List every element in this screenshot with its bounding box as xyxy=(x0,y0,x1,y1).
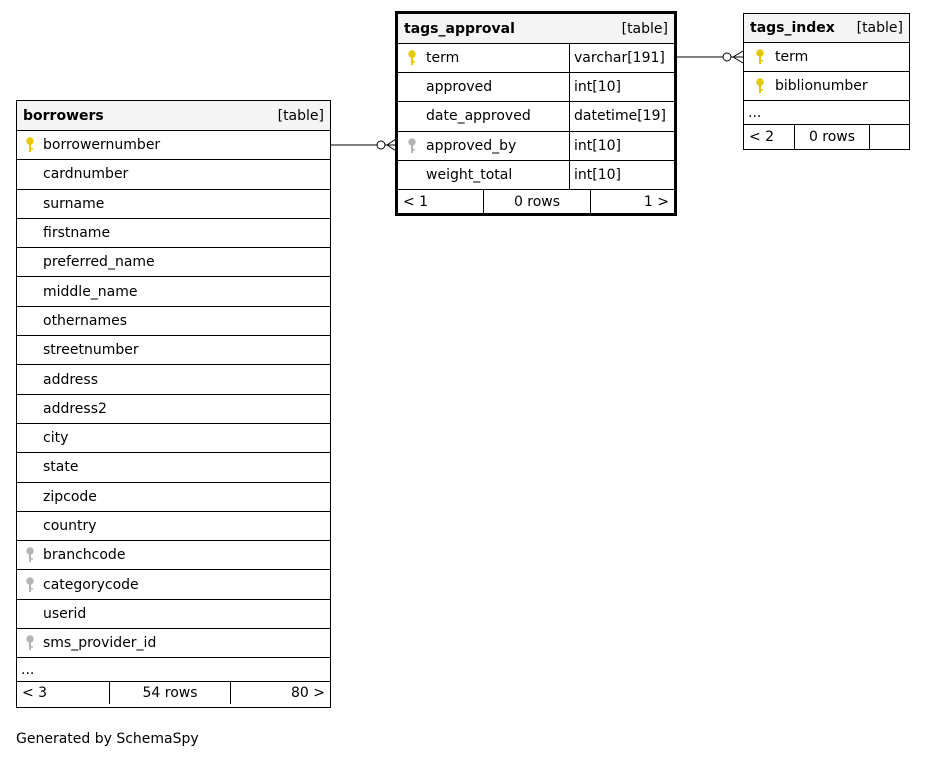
key-slot xyxy=(398,161,426,189)
primary-key-icon xyxy=(744,43,775,71)
column-row[interactable] xyxy=(17,629,330,658)
column-name: weight_total xyxy=(426,166,513,183)
primary-key-icon xyxy=(17,131,43,159)
parents-link[interactable]: < 1 xyxy=(403,193,429,210)
key-slot xyxy=(398,102,426,130)
column-row[interactable] xyxy=(17,248,330,277)
column-name: country xyxy=(43,518,97,534)
table-borrowers[interactable] xyxy=(16,100,331,708)
table-tags-approval[interactable] xyxy=(395,11,677,216)
row-count: 0 rows xyxy=(483,190,590,214)
credit-text: Generated by SchemaSpy xyxy=(16,731,199,747)
parents-link[interactable]: < 3 xyxy=(22,685,48,702)
column-name: term xyxy=(426,50,460,67)
column-row[interactable] xyxy=(744,72,909,101)
column-name: streetnumber xyxy=(43,342,139,359)
key-slot xyxy=(17,365,43,393)
table-name[interactable]: tags_approval xyxy=(404,20,515,37)
column-row[interactable] xyxy=(17,600,330,629)
column-type: int[10] xyxy=(569,132,674,160)
key-slot xyxy=(17,512,43,540)
column-row[interactable] xyxy=(17,570,330,599)
key-slot xyxy=(17,219,43,247)
column-row[interactable] xyxy=(17,190,330,219)
key-slot xyxy=(17,190,43,218)
row-count: 54 rows xyxy=(109,682,230,704)
column-row[interactable] xyxy=(398,132,674,161)
column-name: approved_by xyxy=(426,137,517,154)
table-footer xyxy=(398,190,674,214)
column-name: borrowernumber xyxy=(43,137,161,154)
column-name: address xyxy=(43,371,99,388)
column-name: surname xyxy=(43,195,105,212)
key-slot xyxy=(17,424,43,452)
more-columns: ... xyxy=(744,101,909,125)
key-slot xyxy=(17,307,43,335)
primary-key-icon xyxy=(398,44,426,72)
column-name: state xyxy=(43,459,79,476)
more-columns: ... xyxy=(17,658,330,682)
column-name: approved xyxy=(426,79,493,96)
foreign-key-icon xyxy=(17,541,43,569)
column-name: cardnumber xyxy=(43,166,129,183)
column-row[interactable] xyxy=(17,365,330,394)
key-slot xyxy=(17,483,43,511)
column-row[interactable] xyxy=(17,307,330,336)
key-slot xyxy=(17,600,43,628)
primary-key-icon xyxy=(744,72,775,100)
children-link[interactable]: 80 > xyxy=(230,682,330,704)
column-type: datetime[19] xyxy=(569,102,674,130)
column-name: date_approved xyxy=(426,108,531,125)
table-header[interactable] xyxy=(17,101,330,131)
table-name[interactable]: tags_index xyxy=(750,20,835,36)
table-footer xyxy=(17,682,330,704)
column-row[interactable] xyxy=(17,541,330,570)
key-slot xyxy=(17,336,43,364)
table-header[interactable] xyxy=(744,14,909,43)
column-name: branchcode xyxy=(43,547,126,564)
foreign-key-icon xyxy=(17,629,43,657)
column-row[interactable] xyxy=(17,131,330,160)
column-row[interactable] xyxy=(17,336,330,365)
row-count: 0 rows xyxy=(794,125,869,149)
column-name: preferred_name xyxy=(43,254,155,271)
column-row[interactable] xyxy=(398,102,674,131)
column-row[interactable] xyxy=(398,44,674,73)
column-row[interactable] xyxy=(744,43,909,72)
column-name: userid xyxy=(43,605,87,622)
key-slot xyxy=(17,453,43,481)
table-tags-index[interactable] xyxy=(743,13,910,150)
parents-link[interactable]: < 2 xyxy=(749,129,775,145)
column-type: int[10] xyxy=(569,161,674,189)
column-type: varchar[191] xyxy=(569,44,674,72)
column-name: firstname xyxy=(43,225,111,242)
table-footer xyxy=(744,125,909,149)
table-name[interactable]: borrowers xyxy=(23,107,104,124)
column-row[interactable] xyxy=(17,483,330,512)
column-name: address2 xyxy=(43,400,107,417)
column-name: sms_provider_id xyxy=(43,635,157,652)
relationship-borrowers-tags-approval xyxy=(331,139,396,151)
column-row[interactable] xyxy=(17,395,330,424)
column-row[interactable] xyxy=(398,73,674,102)
column-row[interactable] xyxy=(17,424,330,453)
relationship-tags-approval-tags-index xyxy=(677,51,743,63)
children-link[interactable] xyxy=(869,125,909,149)
key-slot xyxy=(17,277,43,305)
table-kind: [table] xyxy=(856,20,903,36)
column-row[interactable] xyxy=(17,512,330,541)
key-slot xyxy=(398,73,426,101)
column-name: city xyxy=(43,430,69,447)
column-name: term xyxy=(775,49,809,65)
column-name: categorycode xyxy=(43,576,139,593)
foreign-key-icon xyxy=(398,132,426,160)
column-name: middle_name xyxy=(43,283,138,300)
key-slot xyxy=(17,160,43,188)
table-kind: [table] xyxy=(621,20,668,37)
column-row[interactable] xyxy=(17,160,330,189)
column-row[interactable] xyxy=(17,219,330,248)
column-name: othernames xyxy=(43,312,128,329)
column-row[interactable] xyxy=(17,453,330,482)
column-row[interactable] xyxy=(17,277,330,306)
foreign-key-icon xyxy=(17,570,43,598)
key-slot xyxy=(17,248,43,276)
column-row[interactable] xyxy=(398,161,674,190)
column-name: zipcode xyxy=(43,488,97,505)
children-link[interactable]: 1 > xyxy=(590,190,674,214)
column-name: biblionumber xyxy=(775,78,868,94)
table-header[interactable] xyxy=(398,14,674,44)
column-type: int[10] xyxy=(569,73,674,101)
table-kind: [table] xyxy=(277,107,324,124)
key-slot xyxy=(17,395,43,423)
